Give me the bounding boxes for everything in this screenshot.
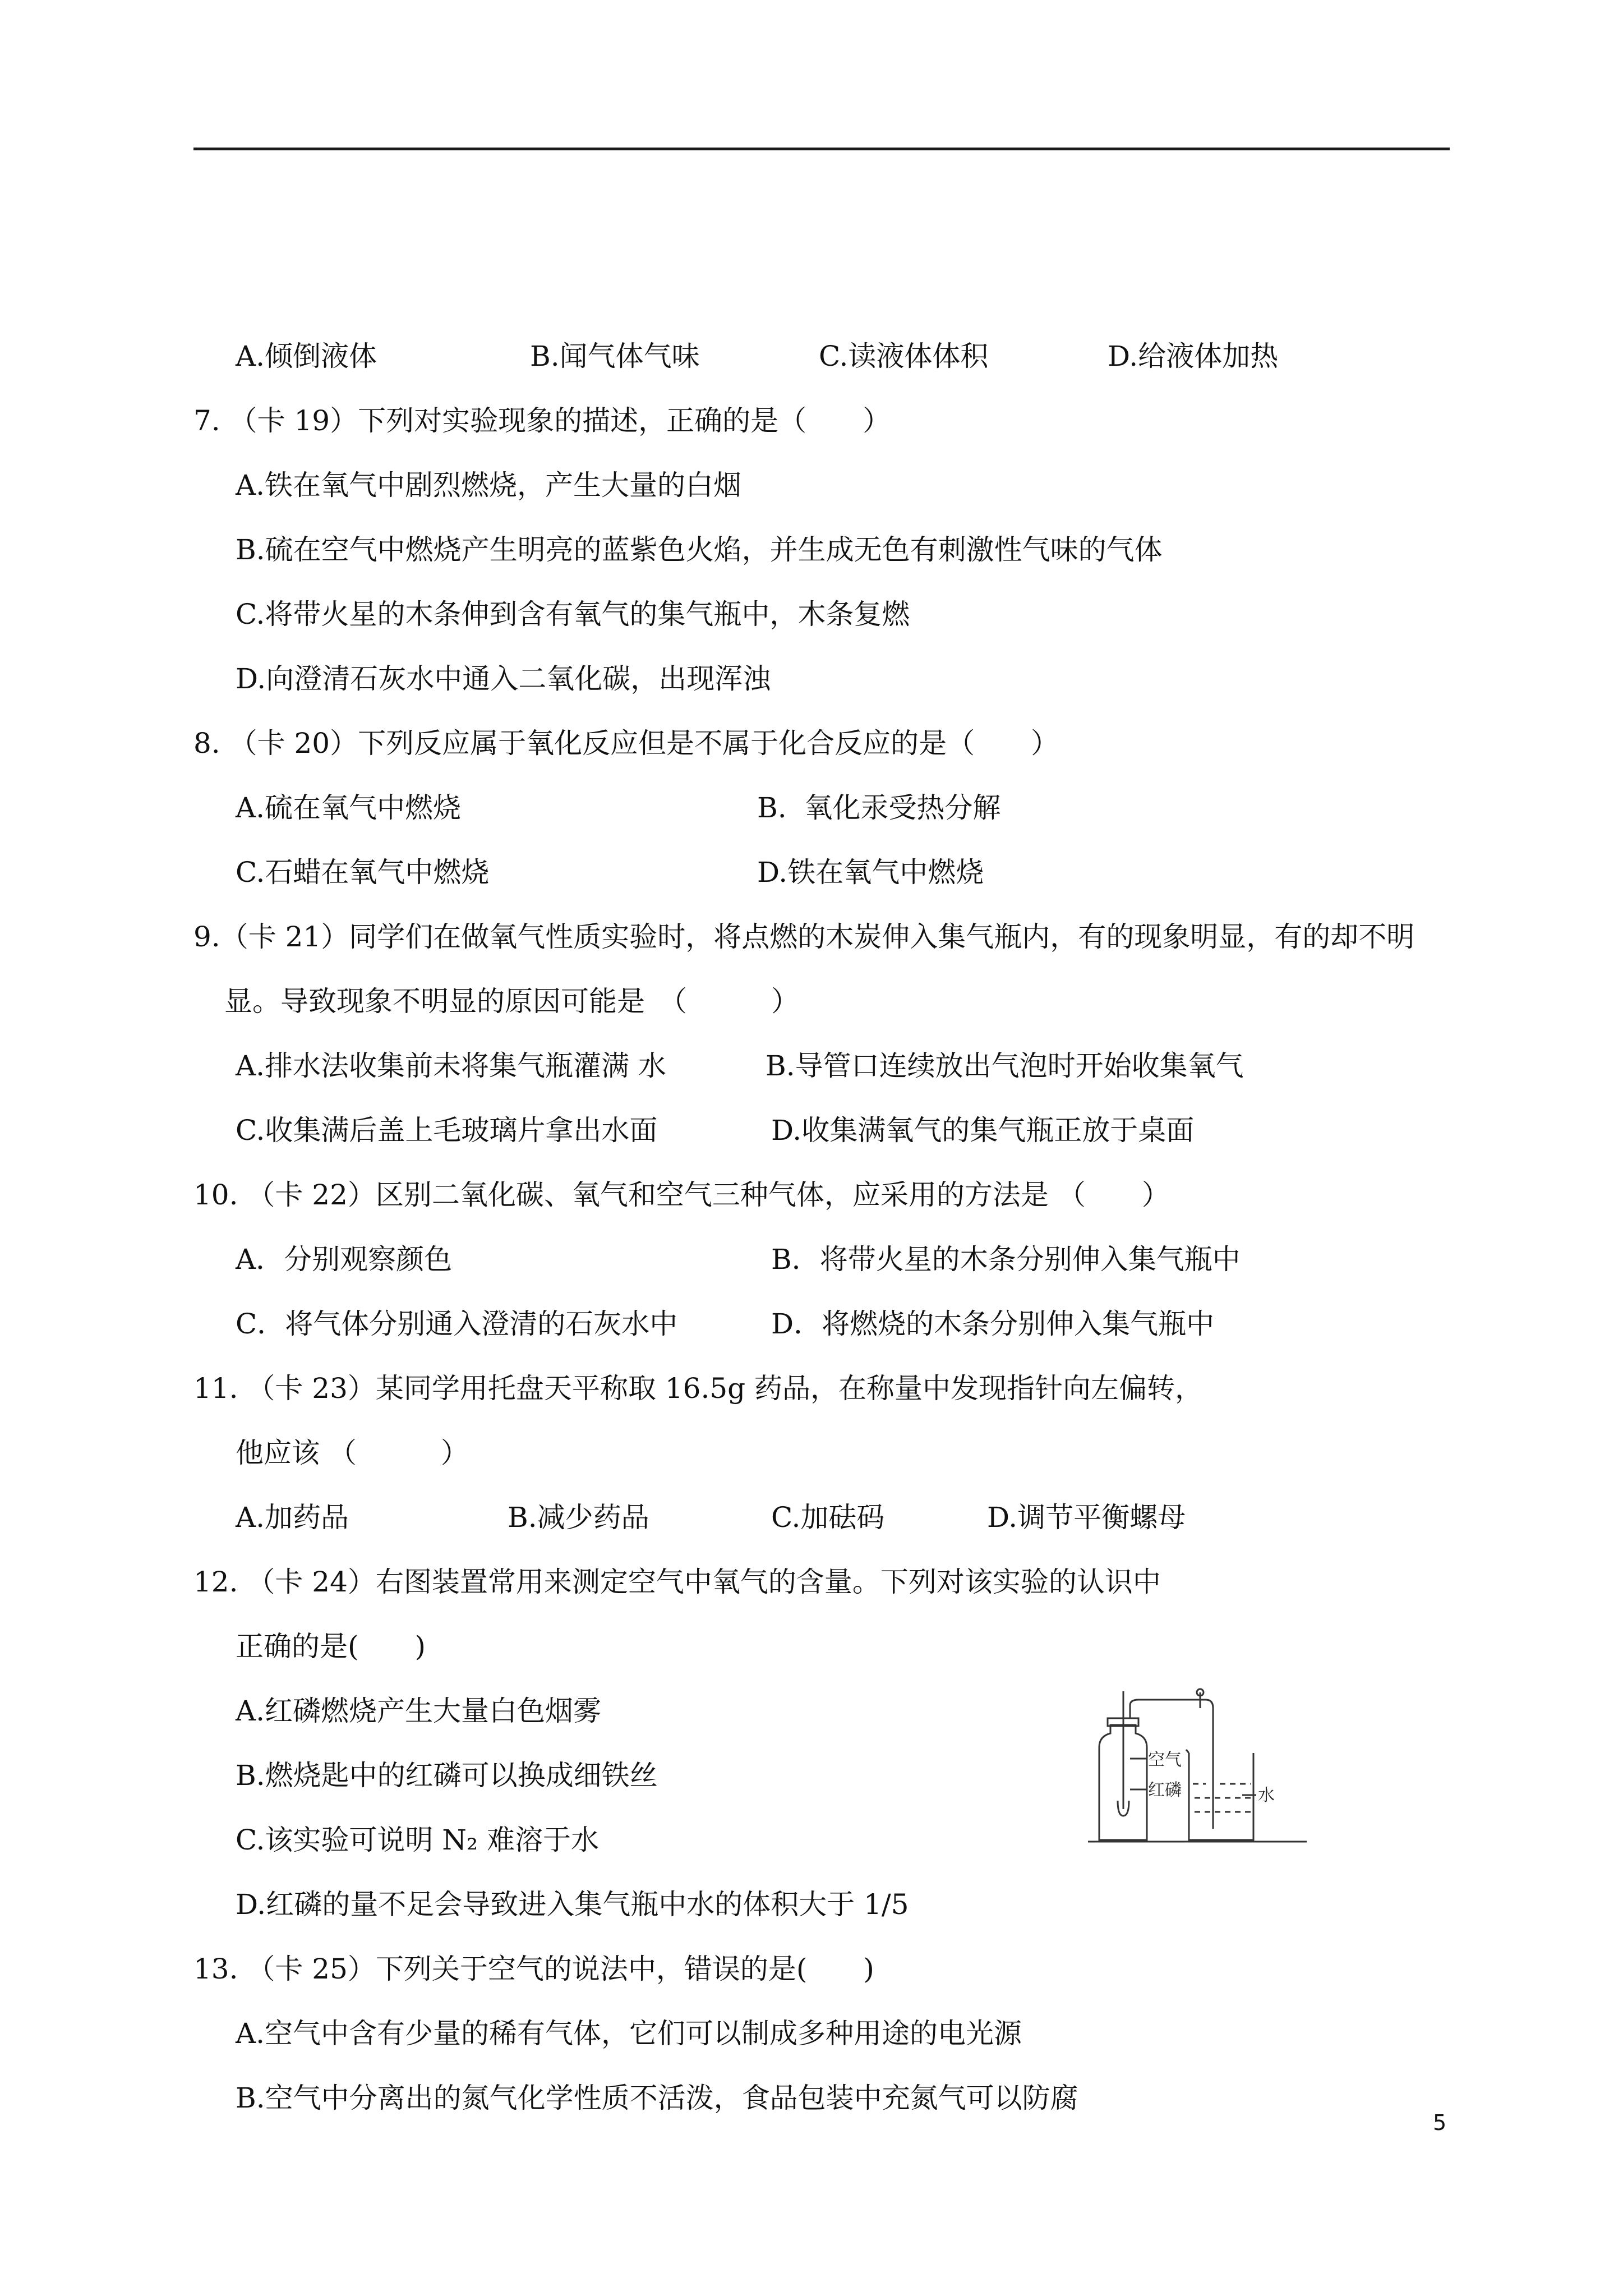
q8-stem: 8. （卡 20）下列反应属于氧化反应但是不属于化合反应的是（ ） [193,727,1059,760]
apparatus-diagram [1085,1686,1310,1854]
q7-option-d: D.向澄清石灰水中通入二氧化碳，出现浑浊 [236,662,771,695]
q8-option-d: D.铁在氧气中燃烧 [757,856,984,889]
q11-option-c: C.加砝码 [771,1501,885,1534]
q10-option-c: C．将气体分别通入澄清的石灰水中 [236,1308,678,1340]
q7-option-a: A.铁在氧气中剧烈燃烧，产生大量的白烟 [236,469,742,501]
q8-option-b: B. 氧化汞受热分解 [757,792,1001,824]
diagram-label-water: 水 [1258,1786,1275,1805]
q9-option-c: C.收集满后盖上毛玻璃片拿出水面 [236,1114,658,1147]
q12-option-d: D.红磷的量不足会导致进入集气瓶中水的体积大于 1/5 [236,1888,909,1921]
q11-option-a: A.加药品 [236,1501,349,1534]
q11-option-b: B.减少药品 [508,1501,649,1534]
q9-stem-line2: 显。导致现象不明显的原因可能是 （ ） [224,985,799,1018]
q11-option-d: D.调节平衡螺母 [987,1501,1186,1534]
q10-option-a: A．分别观察颜色 [236,1243,453,1276]
q12-stem-line2: 正确的是( ) [236,1630,426,1663]
q11-stem-line1: 11. （卡 23）某同学用托盘天平称取 16.5g 药品，在称量中发现指针向左偏转， [193,1372,1204,1405]
q6-option-b: B.闻气体气味 [530,340,700,372]
q12-stem-line1: 12. （卡 24）右图装置常用来测定空气中氧气的含量。下列对该实验的认识中 [193,1566,1161,1598]
q8-option-c: C.石蜡在氧气中燃烧 [236,856,490,889]
q7-stem: 7. （卡 19）下列对实验现象的描述，正确的是（ ） [193,404,891,437]
q12-option-c: C.该实验可说明 N₂ 难溶于水 [236,1824,599,1856]
q6-option-c: C.读液体体积 [819,340,989,372]
q7-option-b: B.硫在空气中燃烧产生明亮的蓝紫色火焰，并生成无色有刺激性气味的气体 [236,533,1163,566]
q6-option-a: A.倾倒液体 [236,340,377,372]
q13-option-b: B.空气中分离出的氮气化学性质不活泼，食品包装中充氮气可以防腐 [236,2082,1078,2114]
q6-option-d: D.给液体加热 [1108,340,1279,372]
page-number: 5 [1433,2110,1447,2135]
diagram-label-phosphorus: 红磷 [1148,1780,1182,1800]
q12-option-a: A.红磷燃烧产生大量白色烟雾 [236,1695,602,1727]
q9-stem-line1: 9.（卡 21）同学们在做氧气性质实验时，将点燃的木炭伸入集气瓶内，有的现象明显，有的却不明 [193,921,1415,953]
q12-option-b: B.燃烧匙中的红磷可以换成细铁丝 [236,1759,658,1792]
q10-option-d: D．将燃烧的木条分别伸入集气瓶中 [771,1308,1215,1340]
diagram-label-air: 空气 [1148,1750,1182,1770]
q9-option-b: B.导管口连续放出气泡时开始收集氧气 [766,1050,1244,1082]
q10-stem: 10. （卡 22）区别二氧化碳、氧气和空气三种气体，应采用的方法是 （ ） [193,1179,1170,1211]
q9-option-d: D.收集满氧气的集气瓶正放于桌面 [771,1114,1195,1147]
q13-stem: 13. （卡 25）下列关于空气的说法中，错误的是( ) [193,1953,874,1985]
q13-option-a: A.空气中含有少量的稀有气体，它们可以制成多种用途的电光源 [236,2017,1022,2050]
q9-option-a: A.排水法收集前未将集气瓶灌满 水 [236,1050,666,1082]
q7-option-c: C.将带火星的木条伸到含有氧气的集气瓶中，木条复燃 [236,598,910,631]
q8-option-a: A.硫在氧气中燃烧 [236,792,462,824]
q11-stem-line2: 他应该 （ ） [236,1437,469,1469]
header-rule [193,148,1450,150]
q10-option-b: B．将带火星的木条分别伸入集气瓶中 [771,1243,1241,1276]
